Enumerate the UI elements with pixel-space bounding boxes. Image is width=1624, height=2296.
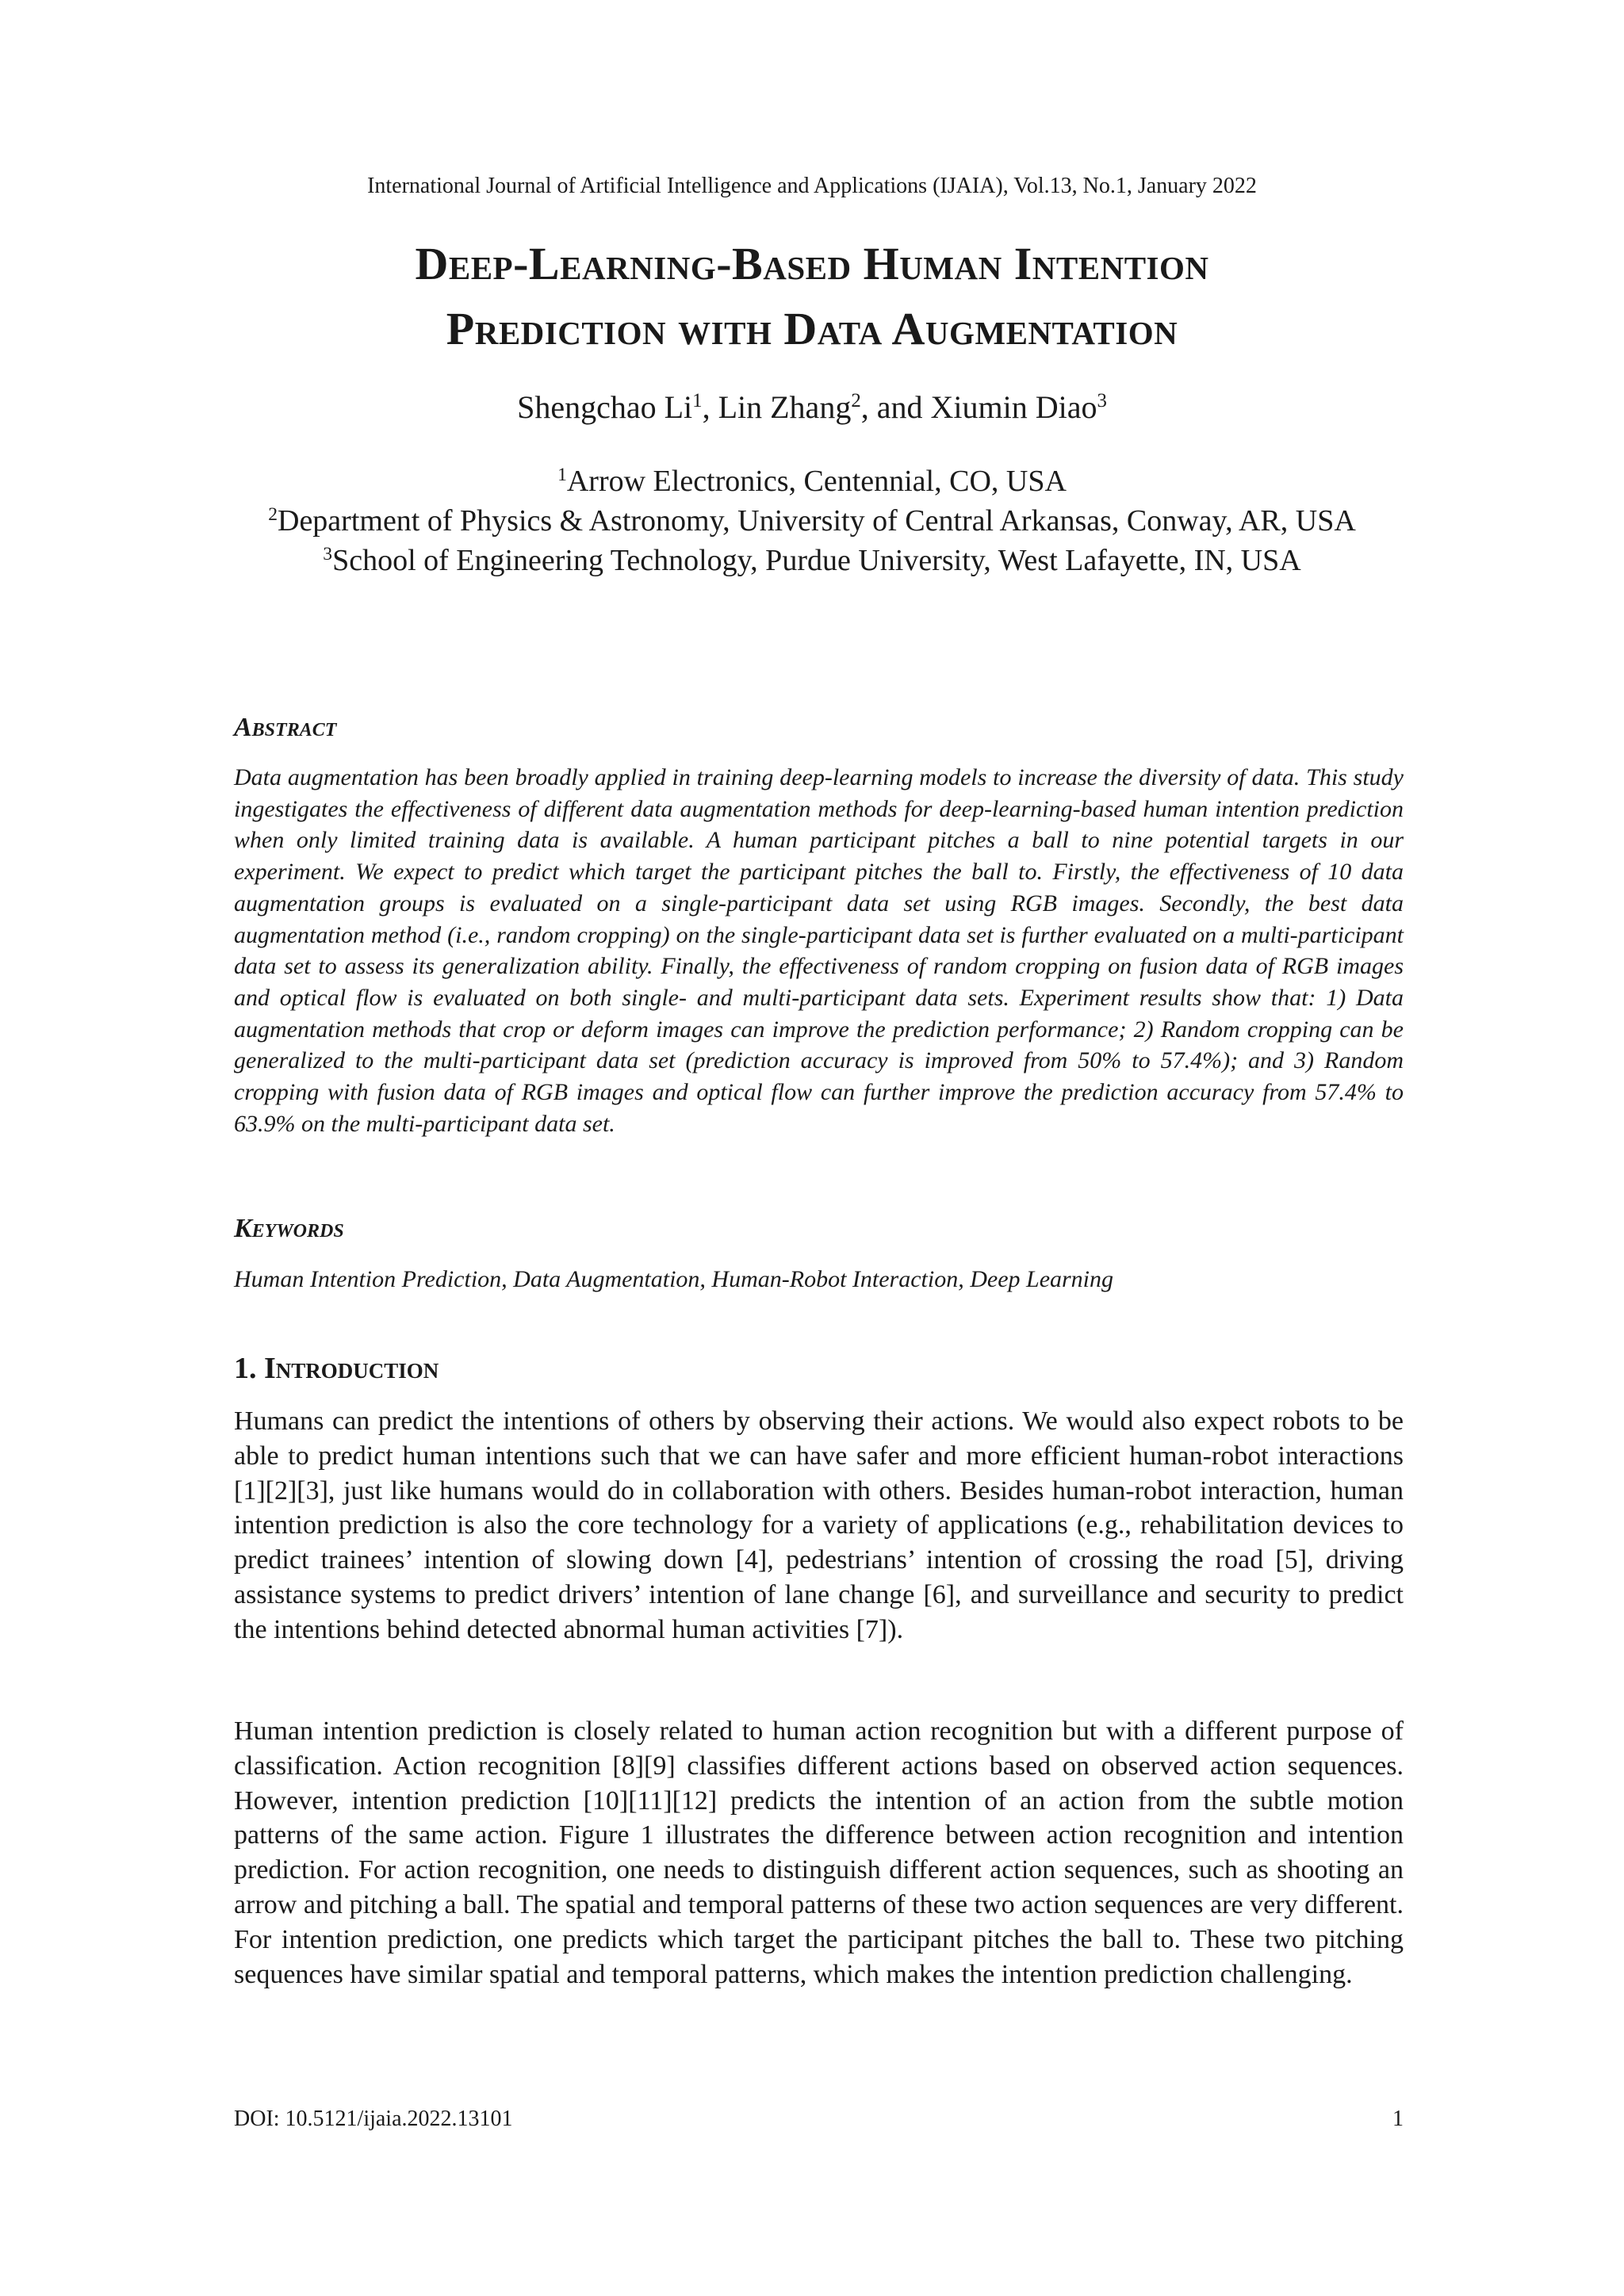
- author-separator-1: ,: [702, 389, 718, 425]
- abstract-heading: Abstract: [234, 713, 337, 742]
- affiliation-mark-1: 1: [557, 465, 567, 486]
- author-name-3: Xiumin Diao: [930, 389, 1097, 425]
- author-affiliation-mark-1: 1: [692, 390, 703, 412]
- affiliation-text-3: School of Engineering Technology, Purdue University, West Lafayette, IN, USA: [332, 544, 1301, 577]
- page-number: 1: [1392, 2107, 1404, 2131]
- author-affiliation-mark-2: 2: [851, 390, 861, 412]
- introduction-heading: 1. Introduction: [234, 1352, 439, 1385]
- author-name-1: Shengchao Li: [517, 389, 693, 425]
- abstract-text: Data augmentation has been broadly applied in training deep-learning models to increase the diversity of data. This study ingestigates the effectiveness of different data augmentation methods for deep-learning-based human intention prediction when only limited training data is available. A human participant pitches a ball to nine potential targets in our experiment. We expect to predict which target the participant pitches the ball to. Firstly, the effectiveness of 10 data augmentation groups is evaluated on a single-participant data set using RGB images. Secondly, the best data augmentation method (i.e., random cropping) on the single-participant data set is further evaluated on a multi-participant data set to assess its generalization ability. Finally, the effectiveness of random cropping on fusion data of RGB images and optical flow is evaluated on both single- and multi-participant data sets. Experiment results show that: 1) Data augmentation methods that crop or deform images can improve the prediction performance; 2) Random cropping can be generalized to the multi-participant data set (prediction accuracy is improved from 50% to 57.4%); and 3) Random cropping with fusion data of RGB images and optical flow can further improve the prediction accuracy from 57.4% to 63.9% on the multi-participant data set.: [234, 764, 1404, 1137]
- doi-footer: DOI: 10.5121/ijaia.2022.13101: [234, 2107, 513, 2131]
- keywords-heading: Keywords: [234, 1214, 344, 1243]
- paper-title-line-2: Prediction with Data Augmentation: [446, 303, 1178, 354]
- affiliation-mark-2: 2: [268, 504, 278, 526]
- affiliation-2: [238, 501, 1386, 541]
- author-list: [0, 388, 1624, 427]
- affiliation-text-2: Department of Physics & Astronomy, University of Central Arkansas, Conway, AR, USA: [278, 504, 1356, 538]
- author-separator-2: , and: [860, 389, 931, 425]
- affiliation-1: [238, 461, 1386, 501]
- journal-header: International Journal of Artificial Intelligence and Applications (IJAIA), Vol.13, No.1, January 2022: [367, 174, 1257, 198]
- affiliation-3: [238, 541, 1386, 580]
- affiliation-mark-3: 3: [323, 544, 333, 565]
- author-name-2: Lin Zhang: [718, 389, 852, 425]
- affiliation-text-1: Arrow Electronics, Centennial, CO, USA: [566, 465, 1067, 498]
- introduction-paragraph-1: Humans can predict the intentions of others by observing their actions. We would also expect robots to be able to predict human intentions such that we can have safer and more efficient human-robot interactions [1][2][3], just like humans would do in collaboration with others. Besides human-robot interaction, human intention prediction is also the core technology for a variety of applications (e.g., rehabilitation devices to predict trainees’ intention of slowing down [4], pedestrians’ intention of crossing the road [5], driving assistance systems to predict drivers’ intention of lane change [6], and surveillance and security to predict the intentions behind detected abnormal human activities [7]).: [234, 1406, 1404, 1644]
- paper-title: [174, 232, 1450, 362]
- affiliation-list: [238, 461, 1386, 580]
- keywords-text: Human Intention Prediction, Data Augmentation, Human-Robot Interaction, Deep Learning: [234, 1266, 1114, 1292]
- paper-title-line-1: Deep-Learning-Based Human Intention: [415, 238, 1209, 289]
- author-affiliation-mark-3: 3: [1097, 390, 1107, 412]
- introduction-paragraph-2: Human intention prediction is closely related to human action recognition but with a different purpose of classification. Action recognition [8][9] classifies different actions based on observed action sequences. However, intention prediction [10][11][12] predicts the intention of an action from the subtle motion patterns of the same action. Figure 1 illustrates the difference between action recognition and intention prediction. For action recognition, one needs to distinguish different action sequences, such as shooting an arrow and pitching a ball. The spatial and temporal patterns of these two action sequences are very different. For intention prediction, one predicts which target the participant pitches the ball to. These two pitching sequences have similar spatial and temporal patterns, which makes the intention prediction challenging.: [234, 1716, 1404, 1989]
